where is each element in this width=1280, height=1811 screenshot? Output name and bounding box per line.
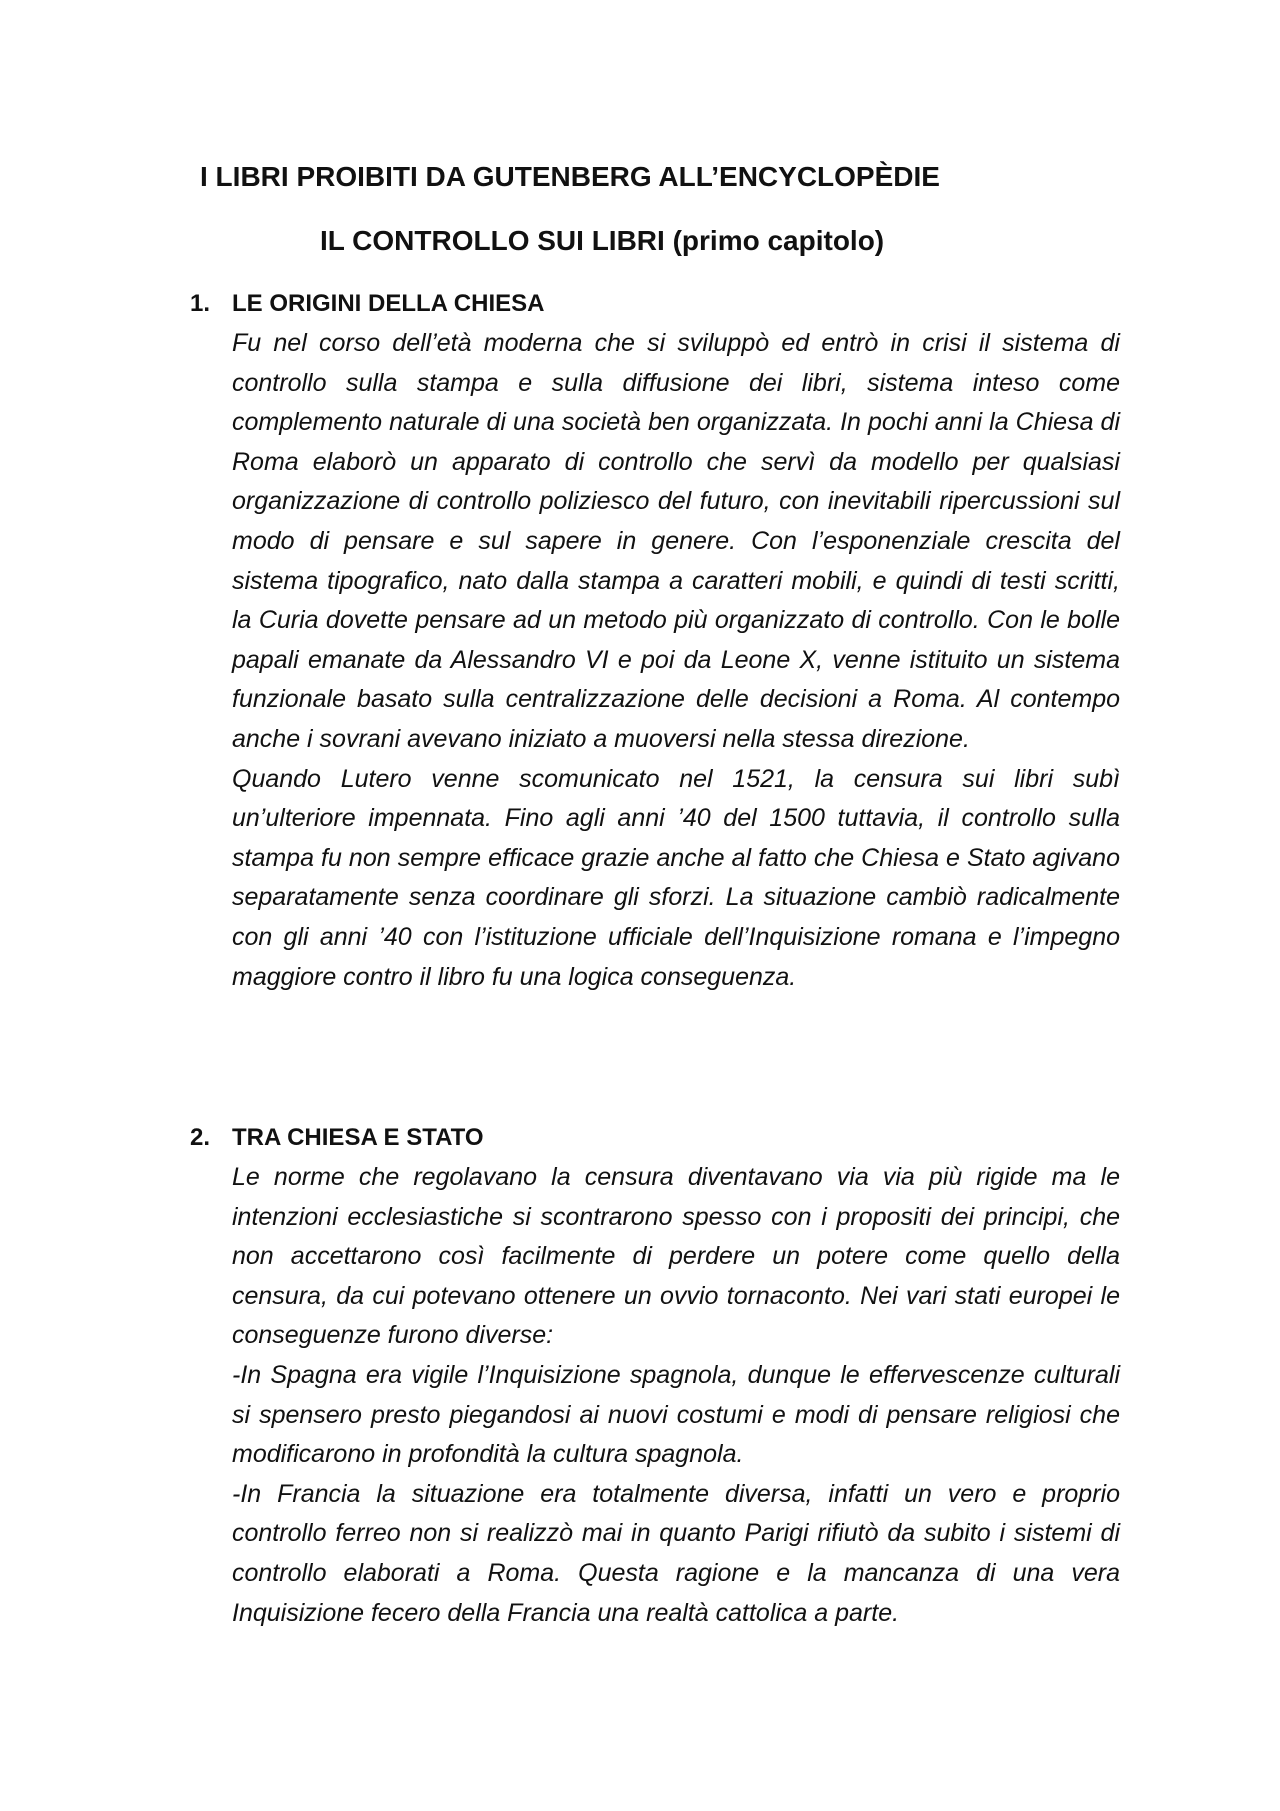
document-title: I LIBRI PROIBITI DA GUTENBERG ALL’ENCYCLOPÈDIE xyxy=(200,161,940,192)
section-body xyxy=(232,324,1120,997)
section-origins xyxy=(190,284,1120,997)
section-title: LE ORIGINI DELLA CHIESA xyxy=(232,290,545,317)
paragraph: -In Francia la situazione era totalmente diversa, infatti un vero e proprio controllo ferreo non si realizzò mai in quanto Parigi rifiutò da subito i sistemi di controllo elaborati a Roma. Questa ragione e la mancanza di una vera Inquisizione fecero della Francia una realtà cattolica a parte. xyxy=(232,1479,1120,1627)
section-church-state xyxy=(190,1118,1120,1633)
section-body xyxy=(232,1158,1120,1633)
section-heading xyxy=(190,1118,1120,1158)
paragraph: Fu nel corso dell’età moderna che si sviluppò ed entrò in crisi il sistema di controllo sulla stampa e sulla diffusione dei libri, sistema inteso come complemento naturale di una società ben organizzata. In pochi anni la Chiesa di Roma elaborò un apparato di controllo che servì da modello per qualsiasi organizzazione di controllo poliziesco del futuro, con inevitabili ripercussioni sul modo di pensare e sul sapere in genere. Con l’esponenziale crescita del sistema tipografico, nato dalla stampa a caratteri mobili, e quindi di testi scritti, la Curia dovette pensare ad un metodo più organizzato di controllo. Con le bolle papali emanate da Alessandro VI e poi da Leone X, venne istituito un sistema funzionale basato sulla centralizzazione delle decisioni a Roma. Al contempo anche i sovrani avevano iniziato a muoversi nella stessa direzione. xyxy=(232,329,1120,753)
paragraph: -In Spagna era vigile l’Inquisizione spagnola, dunque le effervescenze culturali si spensero presto piegandosi ai nuovi costumi e modi di pensare religiosi che modificarono in profondità la cultura spagnola. xyxy=(232,1360,1120,1469)
section-heading xyxy=(190,284,1120,324)
paragraph: Le norme che regolavano la censura diventavano via via più rigide ma le intenzioni ecclesiastiche si scontrarono spesso con i propositi dei principi, che non accettarono così facilmente di perdere un potere come quello della censura, da cui potevano ottenere un ovvio tornaconto. Nei vari stati europei le conseguenze furono diverse: xyxy=(232,1163,1120,1350)
document-subtitle: IL CONTROLLO SUI LIBRI (primo capitolo) xyxy=(320,225,885,256)
section-title: TRA CHIESA E STATO xyxy=(232,1124,484,1151)
section-number: 1. xyxy=(190,290,211,317)
section-number: 2. xyxy=(190,1124,211,1151)
paragraph: Quando Lutero venne scomunicato nel 1521, la censura sui libri subì un’ulteriore impennata. Fino agli anni ’40 del 1500 tuttavia, il controllo sulla stampa fu non sempre efficace grazie anche al fatto che Chiesa e Stato agivano separatamente senza coordinare gli sforzi. La situazione cambiò radicalmente con gli anni ’40 con l’istituzione ufficiale dell’Inquisizione romana e l’impegno maggiore contro il libro fu una logica conseguenza. xyxy=(232,764,1120,991)
